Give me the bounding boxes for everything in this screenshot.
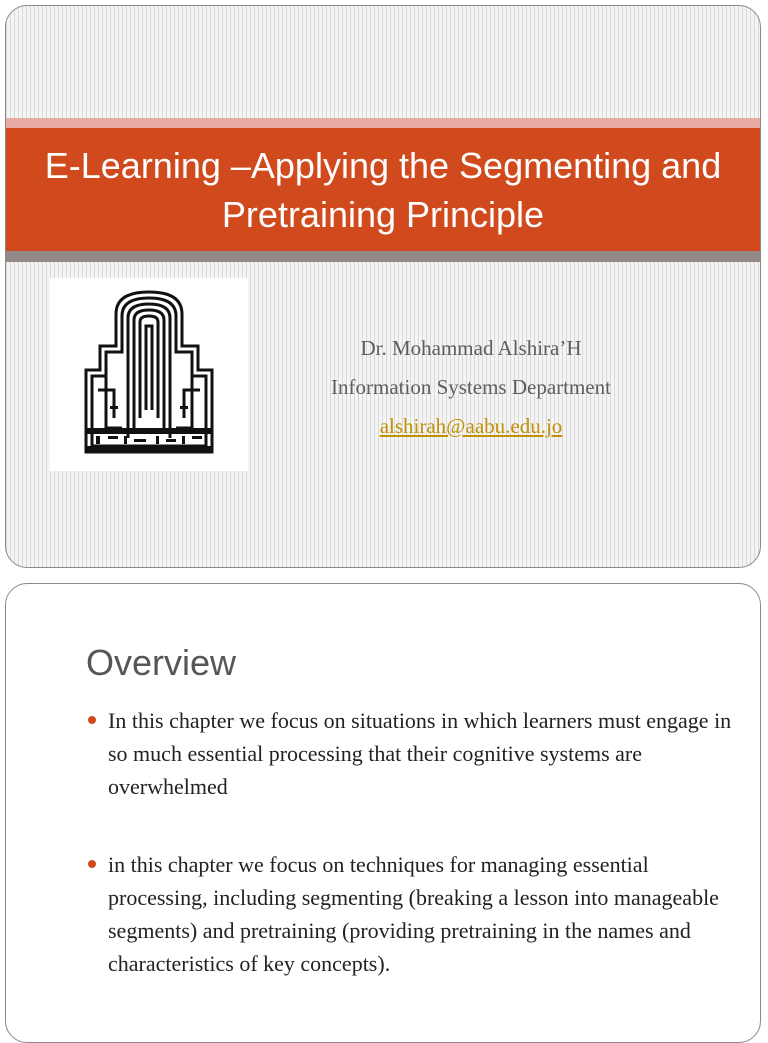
slide-title: E-Learning –Applying the Segmenting and Pretraining Principle (44, 144, 722, 235)
list-item (86, 848, 736, 980)
university-logo (50, 278, 248, 471)
author-info (266, 329, 676, 446)
title-top-strip (6, 118, 760, 128)
title-bottom-strip (6, 251, 760, 262)
title-bar (6, 128, 760, 251)
bullet-icon (88, 716, 96, 724)
department-name: Information Systems Department (331, 375, 611, 399)
bullet-icon (88, 860, 96, 868)
title-slide (5, 5, 761, 568)
bullet-text: In this chapter we focus on situations in which learners must engage in so much essential processing that their cognitive systems are overwhelmed (108, 708, 732, 799)
overview-bullet-list (86, 704, 736, 980)
list-item (86, 704, 736, 803)
university-calligraphy-logo-icon (50, 278, 248, 471)
overview-heading: Overview (86, 642, 237, 683)
email-link[interactable]: alshirah@aabu.edu.jo (379, 414, 563, 438)
author-name: Dr. Mohammad Alshira’H (360, 336, 582, 360)
overview-slide (5, 583, 761, 1043)
bullet-text: in this chapter we focus on techniques for managing essential processing, including segmenting (breaking a lesson into manageable segments) and pretraining (providing pretraining in the names and characteristics of key concepts). (108, 852, 719, 976)
